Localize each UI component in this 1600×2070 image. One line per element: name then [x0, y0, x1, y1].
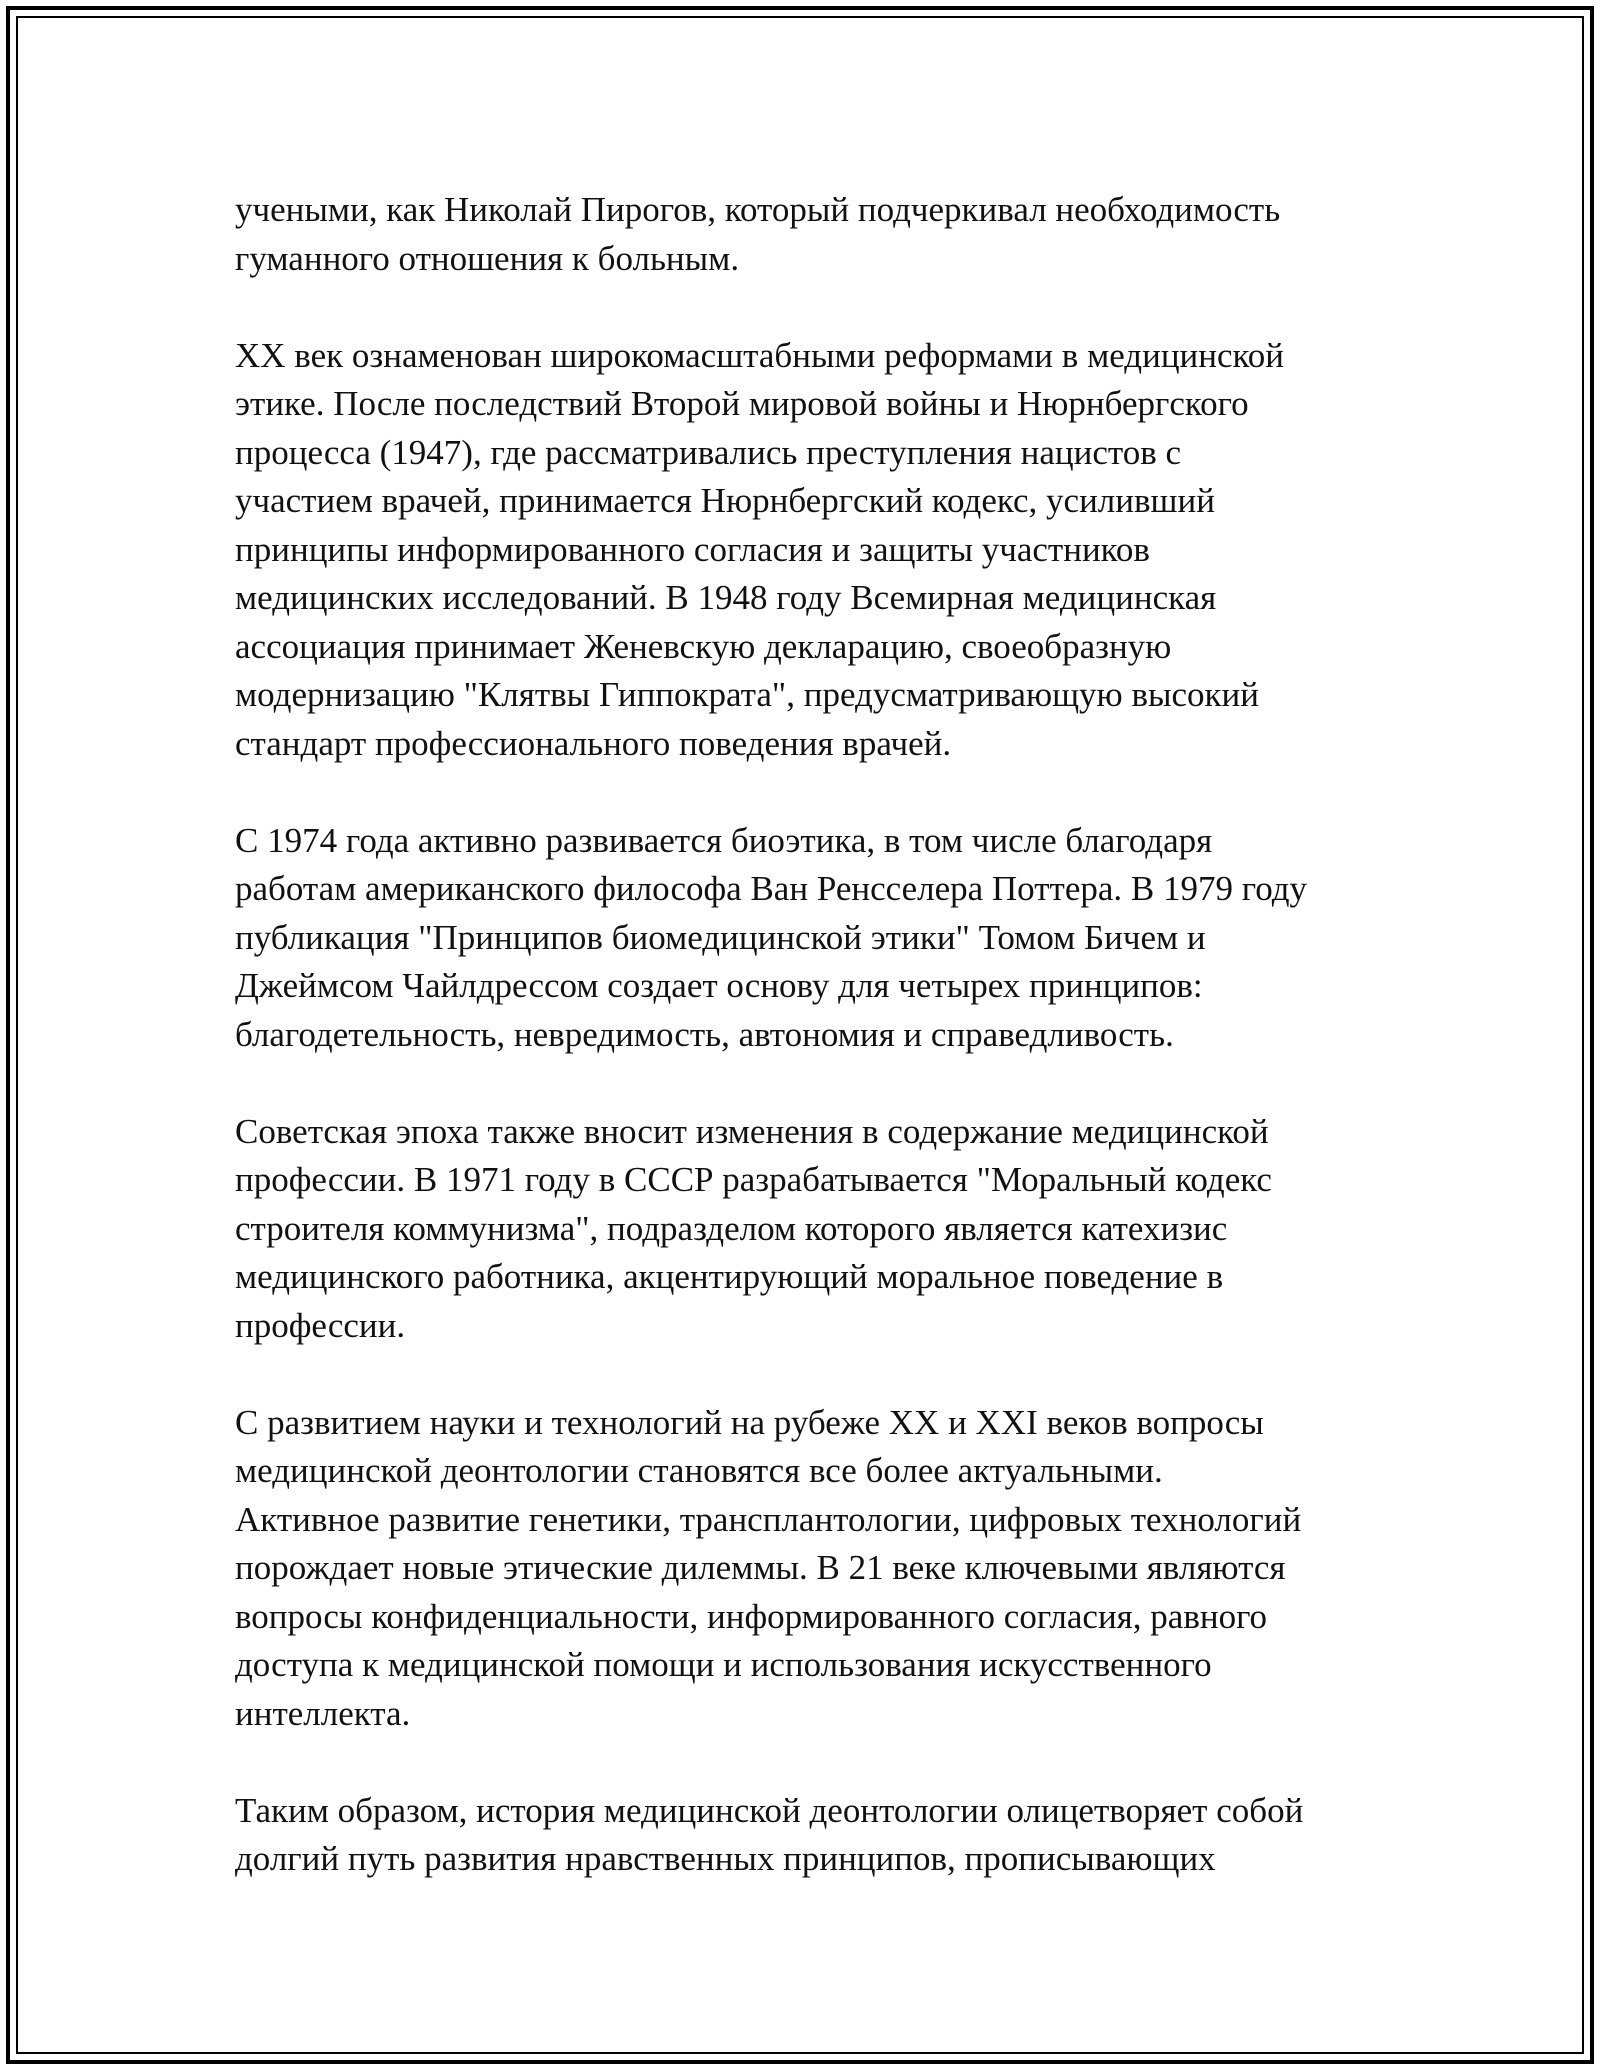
text-line: Джеймсом Чайлдрессом создает основу для четырех принципов:: [235, 966, 1203, 1005]
text-line: этике. После последствий Второй мировой войны и Нюрнбергского: [235, 384, 1249, 423]
paragraph: [235, 1399, 1385, 1739]
text-line: медицинских исследований. В 1948 году Всемирная медицинская: [235, 578, 1217, 617]
text-line: медицинской деонтологии становятся все более актуальными.: [235, 1451, 1163, 1490]
text-line: работам американского философа Ван Ренсселера Поттера. В 1979 году: [235, 869, 1308, 908]
text-line: участием врачей, принимается Нюрнбергский кодекс, усиливший: [235, 481, 1215, 520]
text-line: гуманного отношения к больным.: [235, 238, 740, 278]
text-line: доступа к медицинской помощи и использования искусственного: [235, 1645, 1212, 1684]
text-line: модернизацию "Клятвы Гиппократа", предусматривающую высокий: [235, 675, 1259, 714]
text-line: ассоциация принимает Женевскую декларацию, своеобразную: [235, 626, 1172, 666]
paragraph: [235, 186, 1385, 283]
paragraph: [235, 1108, 1385, 1351]
document-body: [235, 186, 1385, 1932]
text-line: Таким образом, история медицинской деонтологии олицетворяет собой: [235, 1790, 1304, 1830]
text-line: процесса (1947), где рассматривались преступления нацистов с: [235, 432, 1182, 472]
text-line: благодетельность, невредимость, автономия и справедливость.: [235, 1014, 1174, 1054]
text-line: интеллекта.: [235, 1693, 411, 1733]
paragraph: [235, 1787, 1385, 1884]
text-line: принципы информированного согласия и защиты участников: [235, 529, 1150, 569]
text-line: С 1974 года активно развивается биоэтика, в том числе благодаря: [235, 820, 1213, 860]
text-line: профессии.: [235, 1305, 406, 1345]
text-line: учеными, как Николай Пирогов, который подчеркивал необходимость: [235, 190, 1281, 229]
text-line: медицинского работника, акцентирующий моральное поведение в: [235, 1257, 1224, 1296]
text-line: строителя коммунизма", подразделом которого является катехизис: [235, 1208, 1228, 1248]
text-line: профессии. В 1971 году в СССР разрабатывается "Моральный кодекс: [235, 1160, 1272, 1199]
text-line: порождает новые этические дилеммы. В 21 веке ключевыми являются: [235, 1548, 1286, 1587]
paragraph: [235, 817, 1385, 1060]
paragraph: [235, 332, 1385, 769]
text-line: С развитием науки и технологий на рубеже XX и XXI веков вопросы: [235, 1402, 1264, 1442]
text-line: публикация "Принципов биомедицинской этики" Томом Бичем и: [235, 917, 1206, 957]
text-line: стандарт профессионального поведения врачей.: [235, 723, 952, 763]
text-line: долгий путь развития нравственных принципов, прописывающих: [235, 1839, 1216, 1878]
text-line: Советская эпоха также вносит изменения в содержание медицинской: [235, 1111, 1269, 1151]
text-line: XX век ознаменован широкомасштабными реформами в медицинской: [235, 335, 1285, 375]
text-line: Активное развитие генетики, трансплантологии, цифровых технологий: [235, 1499, 1302, 1539]
text-line: вопросы конфиденциальности, информированного согласия, равного: [235, 1596, 1268, 1636]
